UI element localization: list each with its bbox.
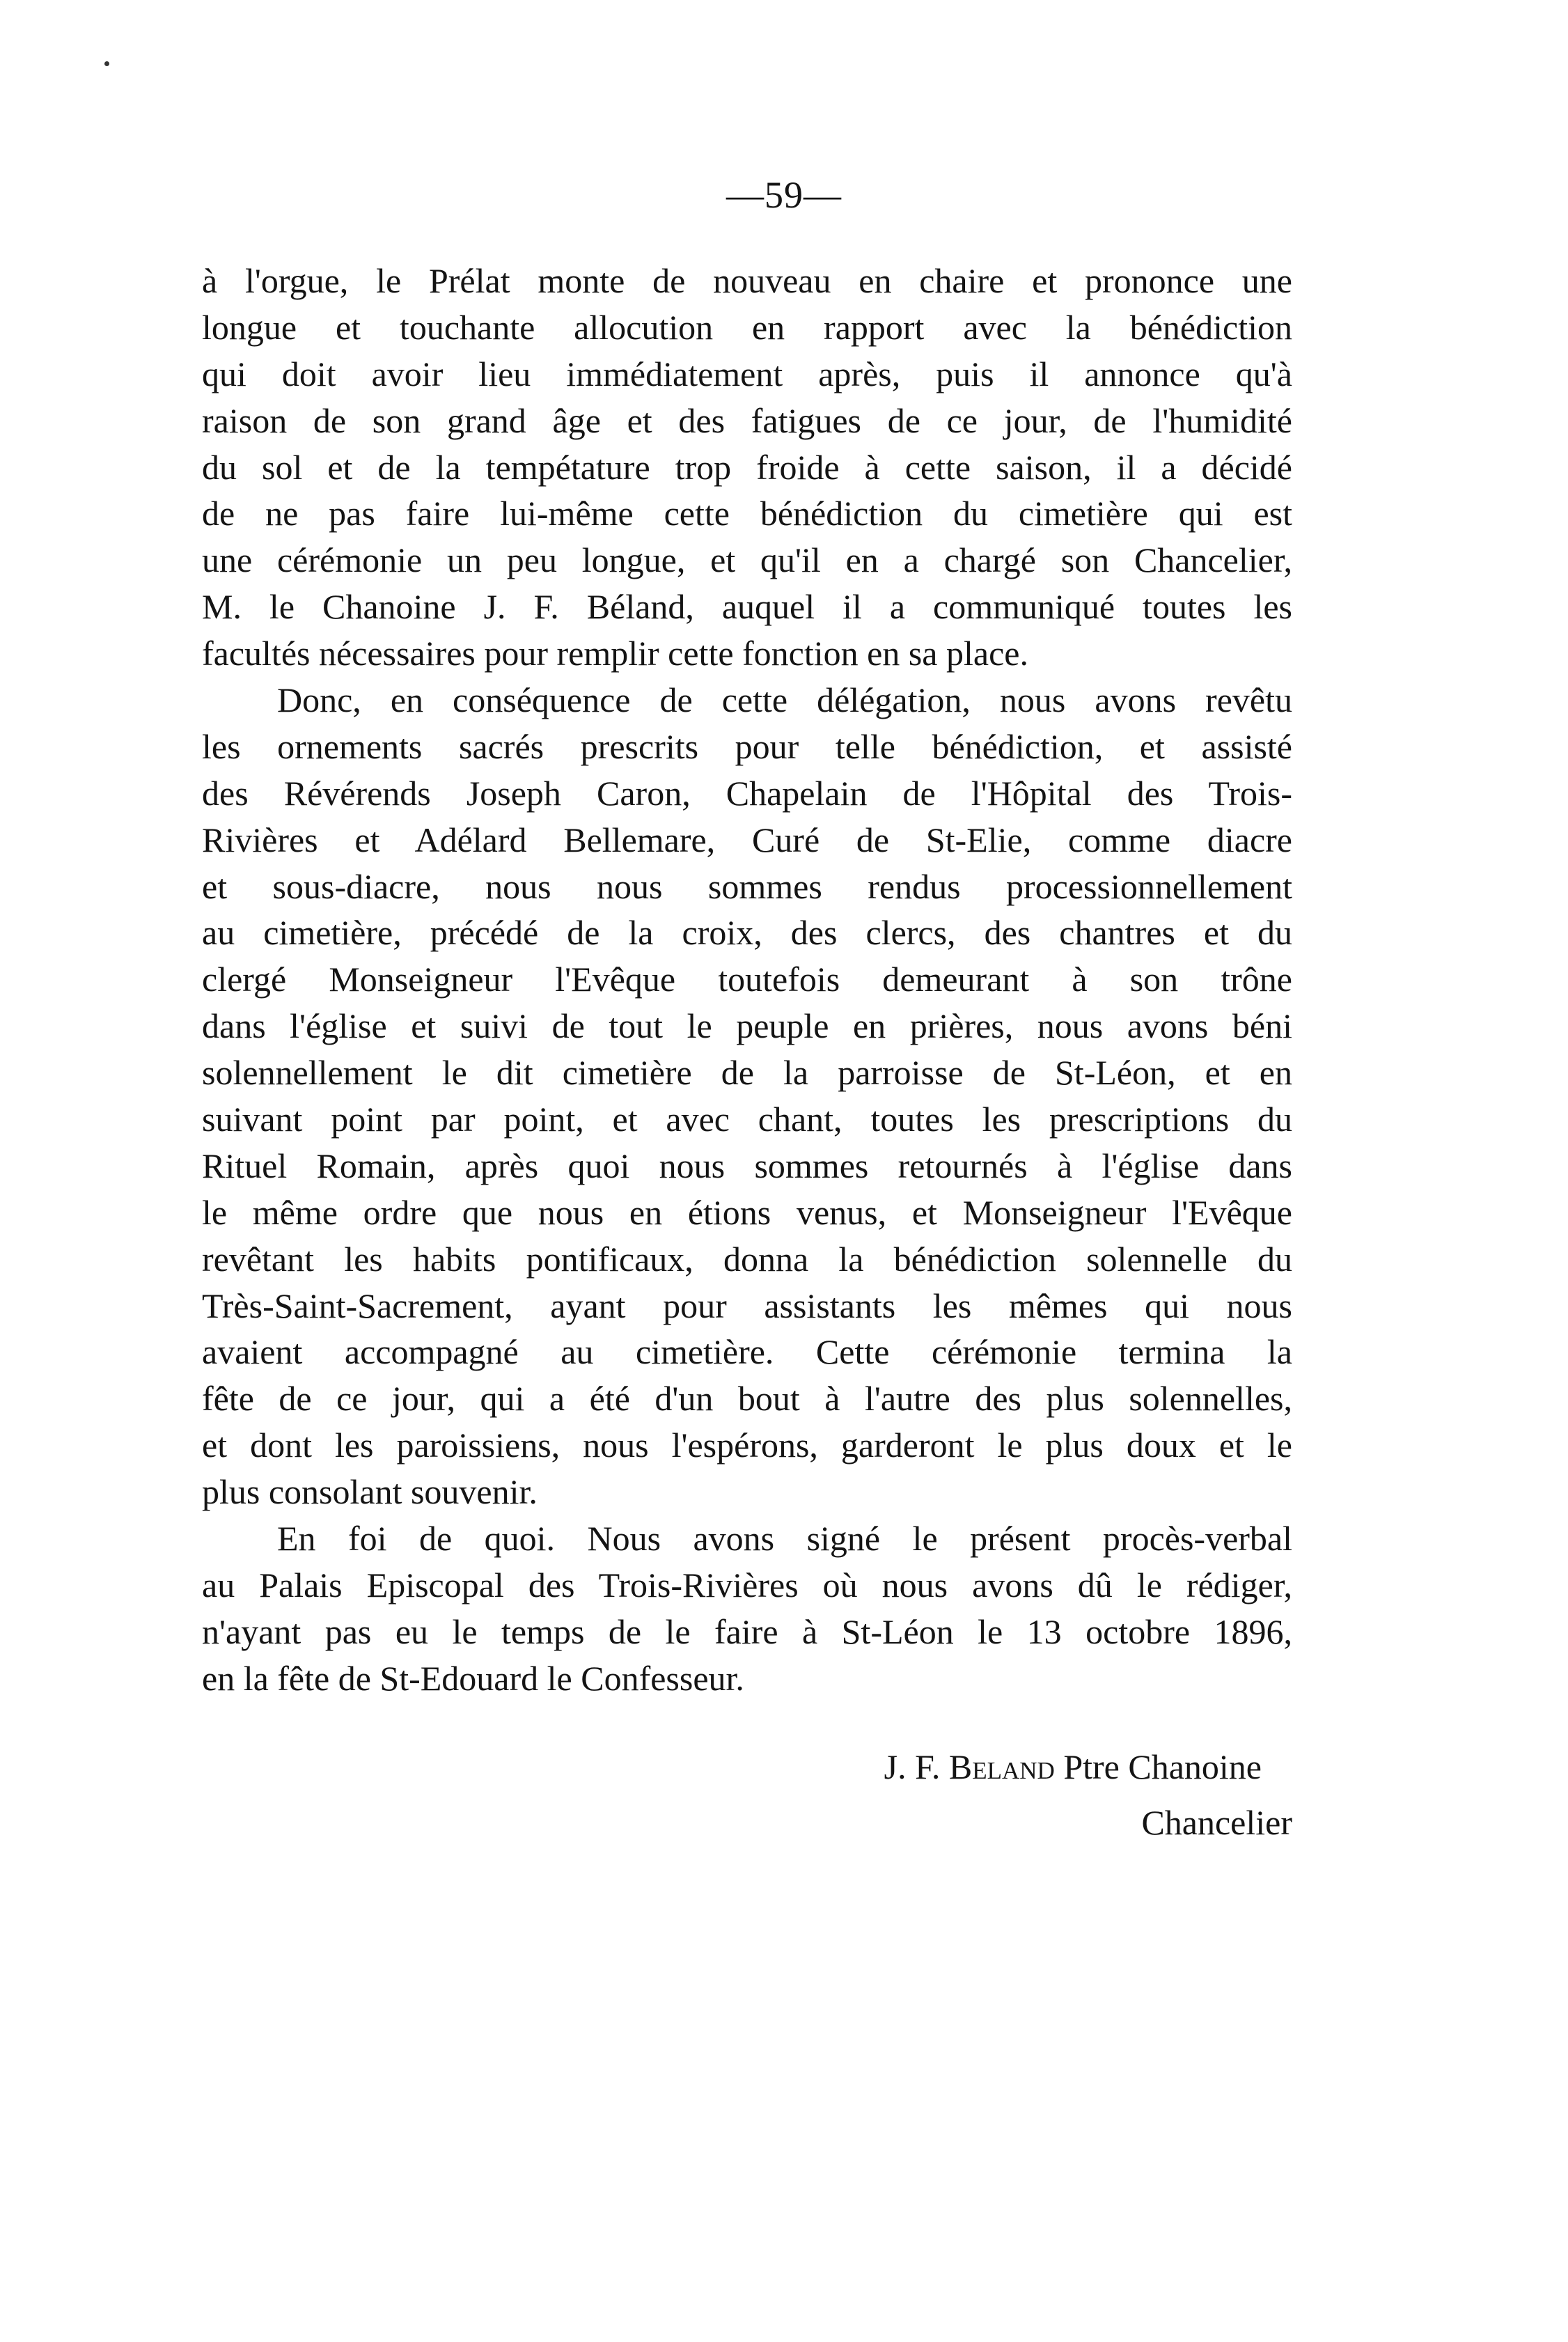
text-line: et sous-diacre, nous nous sommes rendus processionnellement <box>202 866 1292 906</box>
page-number: —59— <box>726 174 842 216</box>
text-line: solennellement le dit cimetière de la parroisse de St-Léon, et en <box>202 1053 1292 1093</box>
text-line: dans l'église et suivi de tout le peuple en prières, nous avons béni <box>202 1006 1292 1046</box>
ink-speck <box>104 61 109 66</box>
signature-name-line <box>202 1744 1292 1790</box>
text-line: les ornements sacrés prescrits pour telle bénédiction, et assisté <box>202 726 1292 766</box>
signature-title: Ptre Chanoine <box>1063 1747 1262 1786</box>
text-line: n'ayant pas eu le temps de le faire à St-Léon le 13 octobre 1896, <box>202 1611 1292 1651</box>
text-line: des Révérends Joseph Caron, Chapelain de l'Hôpital des Trois- <box>202 773 1292 813</box>
text-line: de ne pas faire lui-même cette bénédiction du cimetière qui est <box>202 494 1292 533</box>
signature-office: Chancelier <box>1141 1803 1292 1842</box>
text-line: En foi de quoi. Nous avons signé le présent procès-verbal <box>277 1519 1292 1559</box>
signature-surname: Beland <box>948 1747 1055 1786</box>
text-line: du sol et de la tempétature trop froide à cette saison, il a décidé <box>202 447 1292 487</box>
text-line: longue et touchante allocution en rapport avec la bénédiction <box>202 307 1292 347</box>
text-line: à l'orgue, le Prélat monte de nouveau en chaire et prononce une <box>202 261 1292 300</box>
text-line: avaient accompagné au cimetière. Cette cérémonie termina la <box>202 1332 1292 1372</box>
signature-block <box>202 1744 1292 1845</box>
text-line: raison de son grand âge et des fatigues de ce jour, de l'humidité <box>202 400 1292 440</box>
text-line: M. le Chanoine J. F. Béland, auquel il a communiqué toutes les <box>202 587 1292 627</box>
text-line: au cimetière, précédé de la croix, des clercs, des chantres et du <box>202 913 1292 953</box>
text-line: Très-Saint-Sacrement, ayant pour assistants les mêmes qui nous <box>202 1286 1292 1325</box>
text-line: Rituel Romain, après quoi nous sommes retournés à l'église dans <box>202 1146 1292 1185</box>
text-line: le même ordre que nous en étions venus, et Monseigneur l'Evêque <box>202 1192 1292 1232</box>
text-line: en la fête de St-Edouard le Confesseur. <box>202 1658 744 1698</box>
text-line: Rivières et Adélard Bellemare, Curé de St-Elie, comme diacre <box>202 820 1292 859</box>
text-line: au Palais Episcopal des Trois-Rivières où nous avons dû le rédiger, <box>202 1565 1292 1605</box>
text-line: clergé Monseigneur l'Evêque toutefois demeurant à son trône <box>202 960 1292 999</box>
text-line: facultés nécessaires pour remplir cette fonction en sa place. <box>202 634 1028 673</box>
text-line: qui doit avoir lieu immédiatement après, puis il annonce qu'à <box>202 354 1292 393</box>
text-line: et dont les paroissiens, nous l'espérons, garderont le plus doux et le <box>202 1426 1292 1465</box>
text-line: suivant point par point, et avec chant, toutes les prescriptions du <box>202 1100 1292 1139</box>
body-text <box>202 258 1292 1702</box>
text-line: fête de ce jour, qui a été d'un bout à l'autre des plus solennelles, <box>202 1379 1292 1419</box>
text-line: Donc, en conséquence de cette délégation, nous avons revêtu <box>277 680 1292 720</box>
text-line: une cérémonie un peu longue, et qu'il en a chargé son Chancelier, <box>202 540 1292 580</box>
text-line: revêtant les habits pontificaux, donna la bénédiction solennelle du <box>202 1239 1292 1279</box>
signature-initials: J. F. <box>884 1747 941 1786</box>
text-line: plus consolant souvenir. <box>202 1472 538 1512</box>
